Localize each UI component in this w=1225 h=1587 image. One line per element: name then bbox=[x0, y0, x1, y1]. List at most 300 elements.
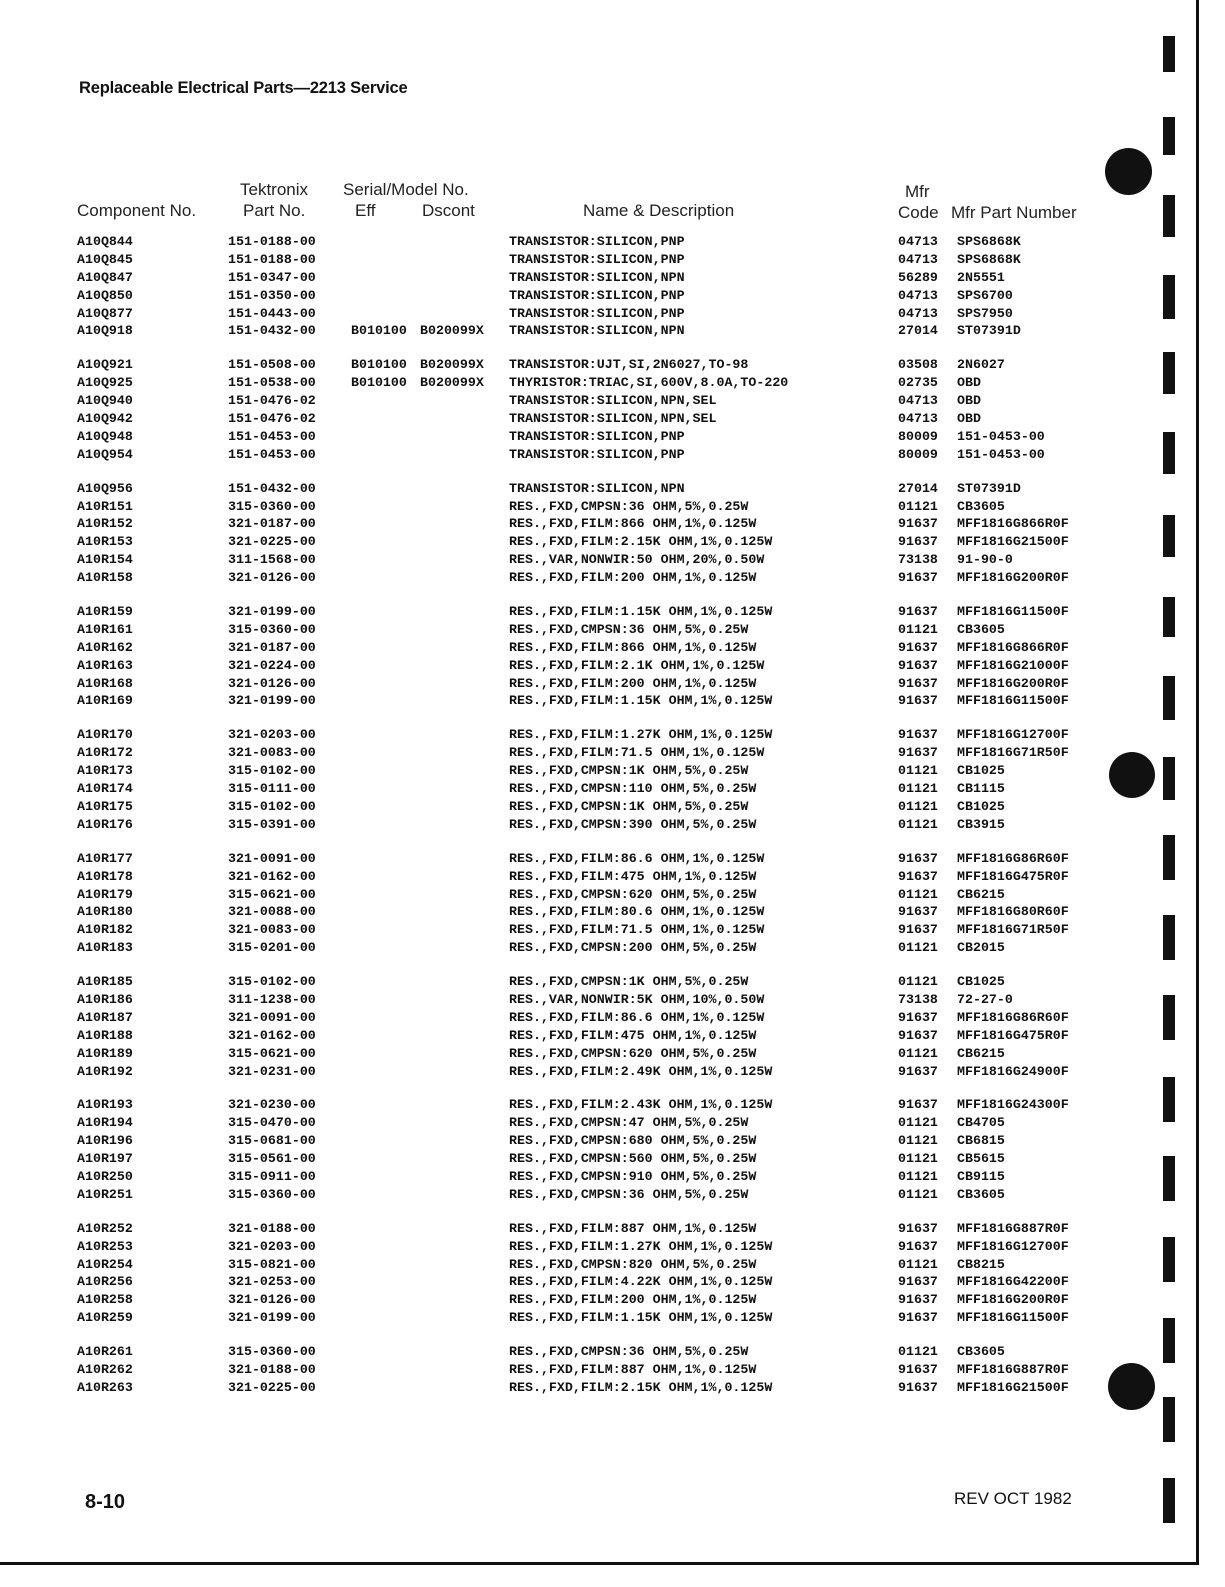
mfr-part-number-cell: ST07391D bbox=[957, 480, 1021, 496]
mfr-code-cell: 91637 bbox=[898, 1097, 938, 1113]
description-cell: RES.,FXD,FILM:2.15K OHM,1%,0.125W bbox=[509, 1379, 773, 1395]
component-no-cell: A10R180 bbox=[77, 904, 133, 920]
part-no-cell: 315-0201-00 bbox=[228, 940, 316, 956]
mfr-part-number-cell: MFF1816G24300F bbox=[957, 1097, 1069, 1113]
description-cell: RES.,FXD,CMPSN:110 OHM,5%,0.25W bbox=[509, 781, 757, 797]
component-no-cell: A10R182 bbox=[77, 922, 133, 938]
mfr-code-cell: 91637 bbox=[898, 516, 938, 532]
col-tektronix: Tektronix bbox=[240, 180, 309, 199]
component-no-cell: A10Q940 bbox=[77, 393, 133, 409]
mfr-code-cell: 91637 bbox=[898, 727, 938, 743]
serial-dscont-cell: B020099X bbox=[420, 375, 484, 391]
col-serial-model: Serial/Model No. bbox=[343, 180, 469, 199]
description-cell: RES.,FXD,FILM:866 OHM,1%,0.125W bbox=[509, 516, 757, 532]
description-cell: RES.,FXD,CMPSN:36 OHM,5%,0.25W bbox=[509, 1344, 749, 1360]
part-no-cell: 315-0102-00 bbox=[228, 798, 316, 814]
edge-tab-mark bbox=[1163, 515, 1175, 557]
table-row bbox=[0, 868, 1225, 886]
component-no-cell: A10R254 bbox=[77, 1256, 133, 1272]
mfr-part-number-cell: CB3915 bbox=[957, 816, 1005, 832]
page-bottom-border bbox=[0, 1562, 1199, 1565]
component-no-cell: A10R192 bbox=[77, 1063, 133, 1079]
table-row bbox=[0, 515, 1225, 533]
component-no-cell: A10Q921 bbox=[77, 357, 133, 373]
mfr-code-cell: 91637 bbox=[898, 657, 938, 673]
part-no-cell: 315-0102-00 bbox=[228, 974, 316, 990]
table-row bbox=[0, 1132, 1225, 1150]
description-cell: RES.,FXD,FILM:866 OHM,1%,0.125W bbox=[509, 639, 757, 655]
table-row bbox=[0, 233, 1225, 251]
component-no-cell: A10R159 bbox=[77, 604, 133, 620]
description-cell: RES.,FXD,FILM:4.22K OHM,1%,0.125W bbox=[509, 1274, 773, 1290]
description-cell: RES.,FXD,CMPSN:1K OHM,5%,0.25W bbox=[509, 763, 749, 779]
description-cell: TRANSISTOR:SILICON,NPN bbox=[509, 480, 685, 496]
component-no-cell: A10R185 bbox=[77, 974, 133, 990]
part-no-cell: 321-0126-00 bbox=[228, 570, 316, 586]
description-cell: RES.,FXD,CMPSN:1K OHM,5%,0.25W bbox=[509, 974, 749, 990]
mfr-part-number-cell: MFF1816G866R0F bbox=[957, 639, 1069, 655]
description-cell: RES.,FXD,CMPSN:620 OHM,5%,0.25W bbox=[509, 1045, 757, 1061]
mfr-part-number-cell: MFF1816G21500F bbox=[957, 1379, 1069, 1395]
component-no-cell: A10Q942 bbox=[77, 411, 133, 427]
mfr-code-cell: 27014 bbox=[898, 480, 938, 496]
mfr-part-number-cell: MFF1816G200R0F bbox=[957, 570, 1069, 586]
mfr-part-number-cell: SPS6868K bbox=[957, 251, 1021, 267]
table-row bbox=[0, 1186, 1225, 1204]
punch-hole bbox=[1109, 752, 1155, 798]
serial-eff-cell: B010100 bbox=[351, 323, 407, 339]
mfr-code-cell: 80009 bbox=[898, 428, 938, 444]
table-row bbox=[0, 921, 1225, 939]
component-no-cell: A10R168 bbox=[77, 675, 133, 691]
edge-tab-mark bbox=[1163, 36, 1175, 72]
mfr-part-number-cell: CB1025 bbox=[957, 798, 1005, 814]
component-no-cell: A10Q956 bbox=[77, 480, 133, 496]
mfr-code-cell: 01121 bbox=[898, 798, 938, 814]
mfr-code-cell: 91637 bbox=[898, 1310, 938, 1326]
description-cell: RES.,FXD,CMPSN:36 OHM,5%,0.25W bbox=[509, 1186, 749, 1202]
mfr-code-cell: 04713 bbox=[898, 251, 938, 267]
mfr-code-cell: 91637 bbox=[898, 1379, 938, 1395]
table-row bbox=[0, 762, 1225, 780]
mfr-code-cell: 91637 bbox=[898, 745, 938, 761]
part-no-cell: 151-0188-00 bbox=[228, 251, 316, 267]
part-no-cell: 321-0091-00 bbox=[228, 1009, 316, 1025]
part-no-cell: 315-0821-00 bbox=[228, 1256, 316, 1272]
component-no-cell: A10R179 bbox=[77, 886, 133, 902]
part-no-cell: 315-0360-00 bbox=[228, 498, 316, 514]
description-cell: RES.,FXD,CMPSN:820 OHM,5%,0.25W bbox=[509, 1256, 757, 1272]
page-number: 8-10 bbox=[85, 1491, 126, 1513]
description-cell: TRANSISTOR:SILICON,PNP bbox=[509, 446, 685, 462]
description-cell: TRANSISTOR:SILICON,NPN bbox=[509, 323, 685, 339]
part-no-cell: 315-0911-00 bbox=[228, 1168, 316, 1184]
mfr-part-number-cell: CB6215 bbox=[957, 886, 1005, 902]
component-no-cell: A10R194 bbox=[77, 1115, 133, 1131]
description-cell: RES.,FXD,FILM:1.15K OHM,1%,0.125W bbox=[509, 604, 773, 620]
part-no-cell: 315-0111-00 bbox=[228, 781, 316, 797]
edge-tab-mark bbox=[1163, 1478, 1175, 1523]
edge-tab-mark bbox=[1163, 1237, 1175, 1282]
mfr-part-number-cell: MFF1816G24900F bbox=[957, 1063, 1069, 1079]
mfr-code-cell: 91637 bbox=[898, 639, 938, 655]
edge-tab-mark bbox=[1163, 1077, 1175, 1122]
component-no-cell: A10R250 bbox=[77, 1168, 133, 1184]
edge-tab-mark bbox=[1163, 1397, 1175, 1442]
description-cell: RES.,FXD,FILM:80.6 OHM,1%,0.125W bbox=[509, 904, 765, 920]
mfr-code-cell: 01121 bbox=[898, 816, 938, 832]
mfr-code-cell: 01121 bbox=[898, 1168, 938, 1184]
mfr-part-number-cell: CB8215 bbox=[957, 1256, 1005, 1272]
mfr-part-number-cell: CB1025 bbox=[957, 763, 1005, 779]
part-no-cell: 321-0091-00 bbox=[228, 850, 316, 866]
table-row bbox=[0, 1063, 1225, 1081]
mfr-part-number-cell: MFF1816G71R50F bbox=[957, 922, 1069, 938]
description-cell: RES.,FXD,FILM:1.27K OHM,1%,0.125W bbox=[509, 1238, 773, 1254]
component-no-cell: A10R172 bbox=[77, 745, 133, 761]
mfr-code-cell: 01121 bbox=[898, 886, 938, 902]
component-no-cell: A10Q918 bbox=[77, 323, 133, 339]
mfr-code-cell: 03508 bbox=[898, 357, 938, 373]
component-no-cell: A10R161 bbox=[77, 621, 133, 637]
mfr-code-cell: 91637 bbox=[898, 904, 938, 920]
description-cell: RES.,FXD,CMPSN:560 OHM,5%,0.25W bbox=[509, 1151, 757, 1167]
description-cell: TRANSISTOR:SILICON,PNP bbox=[509, 428, 685, 444]
table-row bbox=[0, 1220, 1225, 1238]
edge-tab-mark bbox=[1163, 195, 1175, 237]
part-no-cell: 151-0432-00 bbox=[228, 323, 316, 339]
mfr-code-cell: 91637 bbox=[898, 868, 938, 884]
table-row bbox=[0, 850, 1225, 868]
component-no-cell: A10R262 bbox=[77, 1361, 133, 1377]
component-no-cell: A10R177 bbox=[77, 850, 133, 866]
description-cell: RES.,VAR,NONWIR:50 OHM,20%,0.50W bbox=[509, 552, 765, 568]
mfr-part-number-cell: MFF1816G866R0F bbox=[957, 516, 1069, 532]
part-no-cell: 315-0360-00 bbox=[228, 1344, 316, 1360]
table-row bbox=[0, 251, 1225, 269]
description-cell: TRANSISTOR:SILICON,NPN bbox=[509, 269, 685, 285]
table-row bbox=[0, 428, 1225, 446]
component-no-cell: A10R183 bbox=[77, 940, 133, 956]
mfr-code-cell: 91637 bbox=[898, 534, 938, 550]
mfr-code-cell: 91637 bbox=[898, 604, 938, 620]
part-no-cell: 321-0083-00 bbox=[228, 745, 316, 761]
description-cell: RES.,FXD,FILM:200 OHM,1%,0.125W bbox=[509, 570, 757, 586]
table-row bbox=[0, 780, 1225, 798]
part-no-cell: 315-0470-00 bbox=[228, 1115, 316, 1131]
edge-tab-mark bbox=[1163, 275, 1175, 319]
table-row bbox=[0, 287, 1225, 305]
mfr-part-number-cell: CB3605 bbox=[957, 621, 1005, 637]
part-no-cell: 321-0230-00 bbox=[228, 1097, 316, 1113]
component-no-cell: A10Q954 bbox=[77, 446, 133, 462]
component-no-cell: A10R193 bbox=[77, 1097, 133, 1113]
table-row bbox=[0, 1009, 1225, 1027]
description-cell: RES.,FXD,CMPSN:910 OHM,5%,0.25W bbox=[509, 1168, 757, 1184]
mfr-part-number-cell: CB4705 bbox=[957, 1115, 1005, 1131]
mfr-code-cell: 91637 bbox=[898, 850, 938, 866]
component-no-cell: A10R252 bbox=[77, 1220, 133, 1236]
table-row bbox=[0, 886, 1225, 904]
mfr-code-cell: 91637 bbox=[898, 1361, 938, 1377]
part-no-cell: 151-0443-00 bbox=[228, 305, 316, 321]
table-row bbox=[0, 973, 1225, 991]
mfr-part-number-cell: SPS6868K bbox=[957, 234, 1021, 249]
table-row bbox=[0, 1150, 1225, 1168]
edge-tab-mark bbox=[1163, 432, 1175, 474]
component-no-cell: A10R163 bbox=[77, 657, 133, 673]
mfr-part-number-cell: 151-0453-00 bbox=[957, 446, 1045, 462]
mfr-part-number-cell: SPS7950 bbox=[957, 305, 1013, 321]
component-no-cell: A10R196 bbox=[77, 1133, 133, 1149]
component-no-cell: A10R256 bbox=[77, 1274, 133, 1290]
part-no-cell: 151-0432-00 bbox=[228, 480, 316, 496]
table-row bbox=[0, 569, 1225, 587]
table-row bbox=[0, 410, 1225, 428]
serial-dscont-cell: B020099X bbox=[420, 357, 484, 373]
mfr-code-cell: 91637 bbox=[898, 1274, 938, 1290]
part-no-cell: 311-1568-00 bbox=[228, 552, 316, 568]
component-no-cell: A10R197 bbox=[77, 1151, 133, 1167]
revision-date: REV OCT 1982 bbox=[954, 1489, 1072, 1508]
description-cell: RES.,FXD,FILM:2.43K OHM,1%,0.125W bbox=[509, 1097, 773, 1113]
edge-tab-mark bbox=[1163, 757, 1175, 800]
description-cell: RES.,FXD,FILM:887 OHM,1%,0.125W bbox=[509, 1220, 757, 1236]
part-no-cell: 151-0476-02 bbox=[228, 411, 316, 427]
part-no-cell: 315-0681-00 bbox=[228, 1133, 316, 1149]
part-no-cell: 321-0199-00 bbox=[228, 1310, 316, 1326]
part-no-cell: 321-0225-00 bbox=[228, 1379, 316, 1395]
mfr-code-cell: 01121 bbox=[898, 1256, 938, 1272]
description-cell: RES.,FXD,FILM:200 OHM,1%,0.125W bbox=[509, 1292, 757, 1308]
mfr-part-number-cell: SPS6700 bbox=[957, 287, 1013, 303]
table-row bbox=[0, 1273, 1225, 1291]
table-row bbox=[0, 305, 1225, 323]
mfr-code-cell: 04713 bbox=[898, 287, 938, 303]
mfr-part-number-cell: MFF1816G887R0F bbox=[957, 1220, 1069, 1236]
mfr-code-cell: 01121 bbox=[898, 940, 938, 956]
description-cell: RES.,FXD,FILM:2.15K OHM,1%,0.125W bbox=[509, 534, 773, 550]
part-no-cell: 315-0621-00 bbox=[228, 1045, 316, 1061]
description-cell: RES.,FXD,FILM:475 OHM,1%,0.125W bbox=[509, 1027, 757, 1043]
component-no-cell: A10R162 bbox=[77, 639, 133, 655]
edge-tab-mark bbox=[1163, 676, 1175, 720]
description-cell: RES.,FXD,CMPSN:1K OHM,5%,0.25W bbox=[509, 798, 749, 814]
table-row bbox=[0, 1114, 1225, 1132]
component-no-cell: A10R153 bbox=[77, 534, 133, 550]
mfr-code-cell: 01121 bbox=[898, 763, 938, 779]
mfr-part-number-cell: MFF1816G12700F bbox=[957, 1238, 1069, 1254]
mfr-code-cell: 04713 bbox=[898, 393, 938, 409]
mfr-part-number-cell: CB6815 bbox=[957, 1133, 1005, 1149]
edge-tab-mark bbox=[1163, 995, 1175, 1040]
part-no-cell: 321-0126-00 bbox=[228, 1292, 316, 1308]
mfr-code-cell: 01121 bbox=[898, 1133, 938, 1149]
part-no-cell: 315-0561-00 bbox=[228, 1151, 316, 1167]
description-cell: RES.,FXD,FILM:200 OHM,1%,0.125W bbox=[509, 675, 757, 691]
table-row bbox=[0, 657, 1225, 675]
mfr-part-number-cell: CB1025 bbox=[957, 974, 1005, 990]
part-no-cell: 321-0162-00 bbox=[228, 1027, 316, 1043]
mfr-part-number-cell: MFF1816G71R50F bbox=[957, 745, 1069, 761]
part-no-cell: 315-0391-00 bbox=[228, 816, 316, 832]
part-no-cell: 151-0476-02 bbox=[228, 393, 316, 409]
mfr-code-cell: 91637 bbox=[898, 1063, 938, 1079]
part-no-cell: 315-0360-00 bbox=[228, 621, 316, 637]
mfr-part-number-cell: MFF1816G475R0F bbox=[957, 1027, 1069, 1043]
mfr-part-number-cell: MFF1816G11500F bbox=[957, 693, 1069, 709]
description-cell: RES.,FXD,FILM:71.5 OHM,1%,0.125W bbox=[509, 922, 765, 938]
mfr-part-number-cell: MFF1816G200R0F bbox=[957, 675, 1069, 691]
part-no-cell: 151-0538-00 bbox=[228, 375, 316, 391]
serial-eff-cell: B010100 bbox=[351, 357, 407, 373]
table-row bbox=[0, 991, 1225, 1009]
component-no-cell: A10R169 bbox=[77, 693, 133, 709]
mfr-code-cell: 91637 bbox=[898, 1220, 938, 1236]
table-row bbox=[0, 1361, 1225, 1379]
table-row bbox=[0, 551, 1225, 569]
mfr-code-cell: 02735 bbox=[898, 375, 938, 391]
mfr-part-number-cell: 151-0453-00 bbox=[957, 428, 1045, 444]
description-cell: RES.,FXD,FILM:887 OHM,1%,0.125W bbox=[509, 1361, 757, 1377]
table-row bbox=[0, 356, 1225, 374]
part-no-cell: 321-0083-00 bbox=[228, 922, 316, 938]
mfr-code-cell: 91637 bbox=[898, 1009, 938, 1025]
mfr-code-cell: 80009 bbox=[898, 446, 938, 462]
description-cell: RES.,FXD,FILM:475 OHM,1%,0.125W bbox=[509, 868, 757, 884]
punch-hole bbox=[1108, 1363, 1155, 1410]
component-no-cell: A10R178 bbox=[77, 868, 133, 884]
table-row bbox=[0, 446, 1225, 464]
mfr-part-number-cell: CB3605 bbox=[957, 1344, 1005, 1360]
component-no-cell: A10R258 bbox=[77, 1292, 133, 1308]
mfr-code-cell: 01121 bbox=[898, 1115, 938, 1131]
component-no-cell: A10Q925 bbox=[77, 375, 133, 391]
mfr-code-cell: 91637 bbox=[898, 1027, 938, 1043]
mfr-code-cell: 01121 bbox=[898, 498, 938, 514]
table-row bbox=[0, 1168, 1225, 1186]
table-row bbox=[0, 1256, 1225, 1274]
table-row bbox=[0, 1343, 1225, 1361]
part-no-cell: 151-0508-00 bbox=[228, 357, 316, 373]
table-row bbox=[0, 692, 1225, 710]
description-cell: TRANSISTOR:SILICON,PNP bbox=[509, 251, 685, 267]
description-cell: TRANSISTOR:UJT,SI,2N6027,TO-98 bbox=[509, 357, 749, 373]
description-cell: RES.,FXD,CMPSN:36 OHM,5%,0.25W bbox=[509, 621, 749, 637]
col-mfr: Mfr bbox=[905, 182, 930, 201]
component-no-cell: A10Q948 bbox=[77, 428, 133, 444]
description-cell: THYRISTOR:TRIAC,SI,600V,8.0A,TO-220 bbox=[509, 375, 789, 391]
component-no-cell: A10R170 bbox=[77, 727, 133, 743]
mfr-code-cell: 27014 bbox=[898, 323, 938, 339]
description-cell: RES.,FXD,FILM:2.1K OHM,1%,0.125W bbox=[509, 657, 765, 673]
component-no-cell: A10R261 bbox=[77, 1344, 133, 1360]
component-no-cell: A10Q847 bbox=[77, 269, 133, 285]
part-no-cell: 321-0199-00 bbox=[228, 604, 316, 620]
mfr-part-number-cell: OBD bbox=[957, 375, 981, 391]
part-no-cell: 321-0088-00 bbox=[228, 904, 316, 920]
mfr-code-cell: 04713 bbox=[898, 305, 938, 321]
table-row bbox=[0, 269, 1225, 287]
description-cell: RES.,FXD,CMPSN:47 OHM,5%,0.25W bbox=[509, 1115, 749, 1131]
table-row bbox=[0, 480, 1225, 498]
mfr-part-number-cell: MFF1816G11500F bbox=[957, 604, 1069, 620]
mfr-part-number-cell: MFF1816G475R0F bbox=[957, 868, 1069, 884]
serial-eff-cell: B010100 bbox=[351, 375, 407, 391]
mfr-code-cell: 01121 bbox=[898, 1151, 938, 1167]
mfr-part-number-cell: CB3605 bbox=[957, 498, 1005, 514]
mfr-code-cell: 04713 bbox=[898, 234, 938, 249]
mfr-code-cell: 73138 bbox=[898, 552, 938, 568]
edge-tab-mark bbox=[1163, 117, 1175, 155]
description-cell: RES.,FXD,FILM:86.6 OHM,1%,0.125W bbox=[509, 1009, 765, 1025]
part-no-cell: 315-0102-00 bbox=[228, 763, 316, 779]
mfr-part-number-cell: CB6215 bbox=[957, 1045, 1005, 1061]
component-no-cell: A10R175 bbox=[77, 798, 133, 814]
mfr-code-cell: 01121 bbox=[898, 1186, 938, 1202]
table-row bbox=[0, 1309, 1225, 1327]
component-no-cell: A10R263 bbox=[77, 1379, 133, 1395]
component-no-cell: A10R176 bbox=[77, 816, 133, 832]
table-row bbox=[0, 726, 1225, 744]
part-no-cell: 151-0453-00 bbox=[228, 428, 316, 444]
edge-tab-mark bbox=[1163, 1318, 1175, 1363]
description-cell: TRANSISTOR:SILICON,PNP bbox=[509, 287, 685, 303]
component-no-cell: A10Q845 bbox=[77, 251, 133, 267]
col-mfr-part-number: Mfr Part Number bbox=[951, 203, 1077, 222]
mfr-part-number-cell: MFF1816G200R0F bbox=[957, 1292, 1069, 1308]
part-no-cell: 315-0621-00 bbox=[228, 886, 316, 902]
mfr-code-cell: 73138 bbox=[898, 991, 938, 1007]
component-no-cell: A10R189 bbox=[77, 1045, 133, 1061]
part-no-cell: 321-0203-00 bbox=[228, 727, 316, 743]
part-no-cell: 315-0360-00 bbox=[228, 1186, 316, 1202]
mfr-part-number-cell: MFF1816G12700F bbox=[957, 727, 1069, 743]
mfr-code-cell: 01121 bbox=[898, 781, 938, 797]
mfr-part-number-cell: CB2015 bbox=[957, 940, 1005, 956]
table-row bbox=[0, 498, 1225, 516]
description-cell: TRANSISTOR:SILICON,PNP bbox=[509, 305, 685, 321]
component-no-cell: A10R151 bbox=[77, 498, 133, 514]
component-no-cell: A10R152 bbox=[77, 516, 133, 532]
description-cell: TRANSISTOR:SILICON,NPN,SEL bbox=[509, 411, 717, 427]
table-row bbox=[0, 392, 1225, 410]
mfr-code-cell: 01121 bbox=[898, 621, 938, 637]
table-row bbox=[0, 903, 1225, 921]
description-cell: RES.,VAR,NONWIR:5K OHM,10%,0.50W bbox=[509, 991, 765, 1007]
mfr-code-cell: 91637 bbox=[898, 1292, 938, 1308]
component-no-cell: A10Q844 bbox=[77, 234, 133, 249]
part-no-cell: 321-0187-00 bbox=[228, 516, 316, 532]
mfr-part-number-cell: CB1115 bbox=[957, 781, 1005, 797]
mfr-part-number-cell: CB5615 bbox=[957, 1151, 1005, 1167]
component-no-cell: A10Q877 bbox=[77, 305, 133, 321]
edge-tab-mark bbox=[1163, 352, 1175, 394]
description-cell: RES.,FXD,FILM:86.6 OHM,1%,0.125W bbox=[509, 850, 765, 866]
component-no-cell: A10R187 bbox=[77, 1009, 133, 1025]
table-row bbox=[0, 603, 1225, 621]
mfr-code-cell: 91637 bbox=[898, 1238, 938, 1254]
table-row bbox=[0, 1379, 1225, 1397]
part-no-cell: 151-0350-00 bbox=[228, 287, 316, 303]
table-row bbox=[0, 639, 1225, 657]
table-row bbox=[0, 374, 1225, 392]
description-cell: RES.,FXD,FILM:1.15K OHM,1%,0.125W bbox=[509, 693, 773, 709]
table-row bbox=[0, 1045, 1225, 1063]
table-row bbox=[0, 798, 1225, 816]
table-row bbox=[0, 1027, 1225, 1045]
mfr-code-cell: 56289 bbox=[898, 269, 938, 285]
